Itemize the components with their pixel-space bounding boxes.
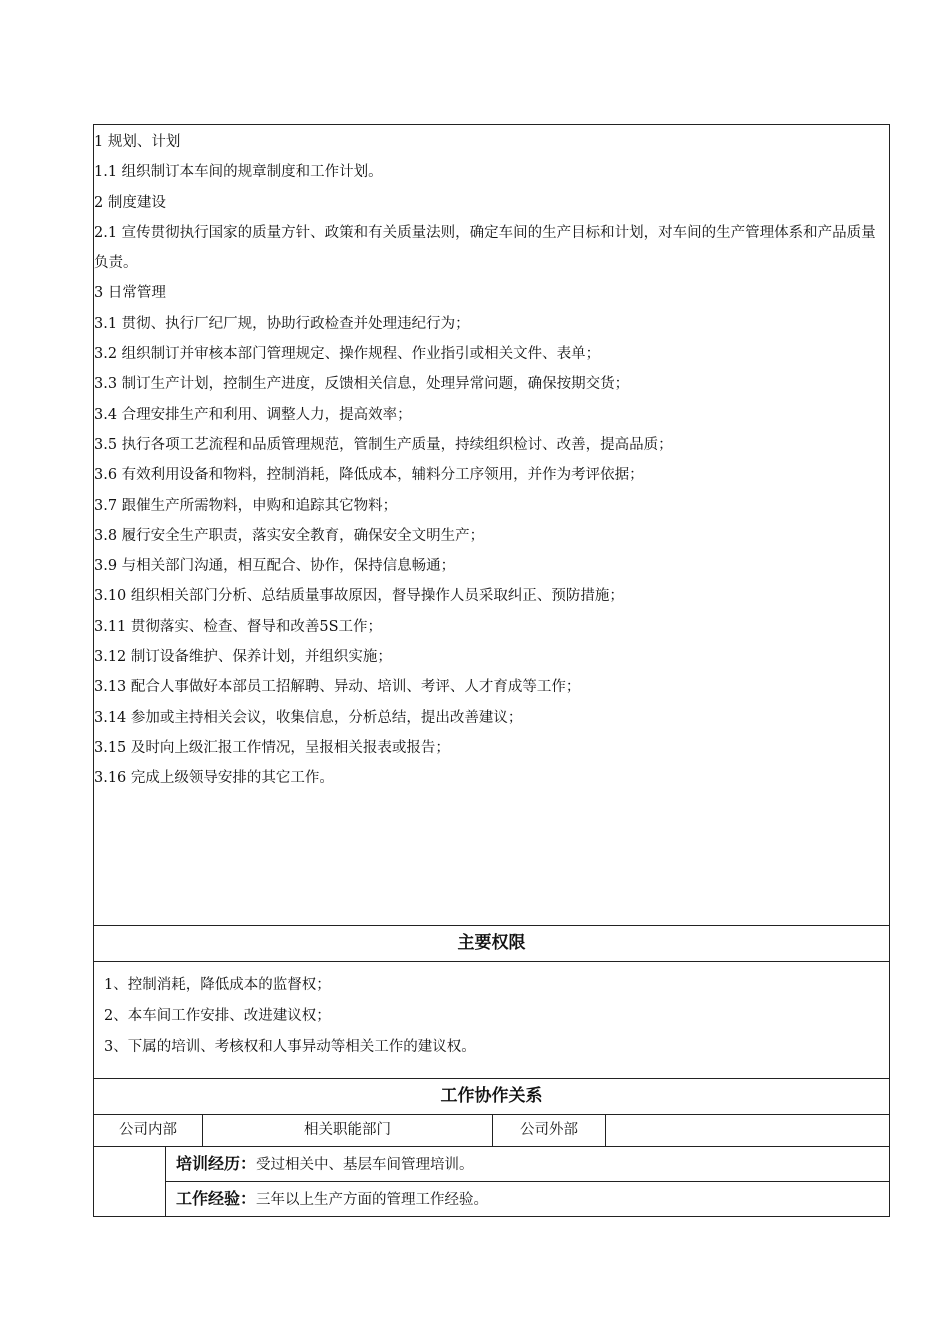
duty-line: 3.4 合理安排生产和利用、调整人力，提高效率； bbox=[94, 406, 412, 423]
training-row bbox=[166, 1147, 889, 1182]
duty-line: 3.2 组织制订并审核本部门管理规定、操作规程、作业指引或相关文件、表单； bbox=[94, 346, 601, 363]
requirements-section bbox=[94, 1147, 889, 1217]
authority-header: 主要权限 bbox=[94, 926, 889, 962]
external-label: 公司外部 bbox=[493, 1115, 606, 1146]
requirements-label-cell bbox=[94, 1147, 166, 1217]
job-description-table bbox=[93, 124, 890, 1217]
authority-item: 2、本车间工作安排、改进建议权； bbox=[104, 1008, 331, 1024]
cooperation-header: 工作协作关系 bbox=[94, 1079, 889, 1115]
duty-line: 2 制度建设 bbox=[94, 194, 166, 211]
duty-line: 3.16 完成上级领导安排的其它工作。 bbox=[94, 770, 334, 787]
duty-line: 3.15 及时向上级汇报工作情况，呈报相关报表或报告； bbox=[94, 739, 450, 756]
duty-line: 3.5 执行各项工艺流程和品质管理规范，管制生产质量，持续组织检讨、改善，提高品质； bbox=[94, 436, 673, 453]
authority-section bbox=[94, 962, 889, 1079]
duty-line: 3.10 组织相关部门分析、总结质量事故原因，督导操作人员采取纠正、预防措施； bbox=[94, 588, 624, 605]
cooperation-row bbox=[94, 1115, 889, 1147]
duty-line: 3.9 与相关部门沟通，相互配合、协作，保持信息畅通； bbox=[94, 558, 456, 575]
experience-label: 工作经验： bbox=[176, 1189, 257, 1208]
duty-line: 3.12 制订设备维护、保养计划，并组织实施； bbox=[94, 649, 392, 666]
training-value: 受过相关中、基层车间管理培训。 bbox=[256, 1157, 474, 1173]
experience-row bbox=[166, 1182, 889, 1217]
authority-item: 1、控制消耗，降低成本的监督权； bbox=[104, 977, 331, 993]
training-label: 培训经历： bbox=[176, 1154, 257, 1173]
experience-value: 三年以上生产方面的管理工作经验。 bbox=[256, 1192, 489, 1208]
duty-line: 3.6 有效利用设备和物料，控制消耗，降低成本，辅料分工序领用，并作为考评依据； bbox=[94, 467, 644, 484]
authority-item: 3、下属的培训、考核权和人事异动等相关工作的建议权。 bbox=[104, 1039, 476, 1055]
duty-line: 2.1 宣传贯彻执行国家的质量方针、政策和有关质量法则，确定车间的生产目标和计划，对车间的生产管理体系和产品质量负责。 bbox=[94, 224, 876, 272]
internal-label: 公司内部 bbox=[94, 1115, 203, 1146]
duty-line: 1 规划、计划 bbox=[94, 134, 181, 150]
duty-line: 3.14 参加或主持相关会议，收集信息，分析总结，提出改善建议； bbox=[94, 709, 523, 726]
duty-line: 3.8 履行安全生产职责，落实安全教育，确保安全文明生产； bbox=[94, 527, 485, 544]
duty-line: 3.13 配合人事做好本部员工招解聘、异动、培训、考评、人才育成等工作； bbox=[94, 679, 581, 696]
duty-line: 3.3 制订生产计划，控制生产进度，反馈相关信息，处理异常问题，确保按期交货； bbox=[94, 376, 630, 393]
duties-section bbox=[94, 125, 889, 926]
duty-line: 1.1 组织制订本车间的规章制度和工作计划。 bbox=[94, 164, 383, 181]
duty-line: 3.1 贯彻、执行厂纪厂规，协助行政检查并处理违纪行为； bbox=[94, 315, 470, 332]
duty-line: 3.11 贯彻落实、检查、督导和改善5S工作； bbox=[94, 618, 383, 635]
external-value bbox=[606, 1115, 889, 1146]
internal-value: 相关职能部门 bbox=[203, 1115, 493, 1146]
duty-line: 3.7 跟催生产所需物料，申购和追踪其它物料； bbox=[94, 497, 398, 514]
duty-line: 3 日常管理 bbox=[94, 285, 166, 302]
